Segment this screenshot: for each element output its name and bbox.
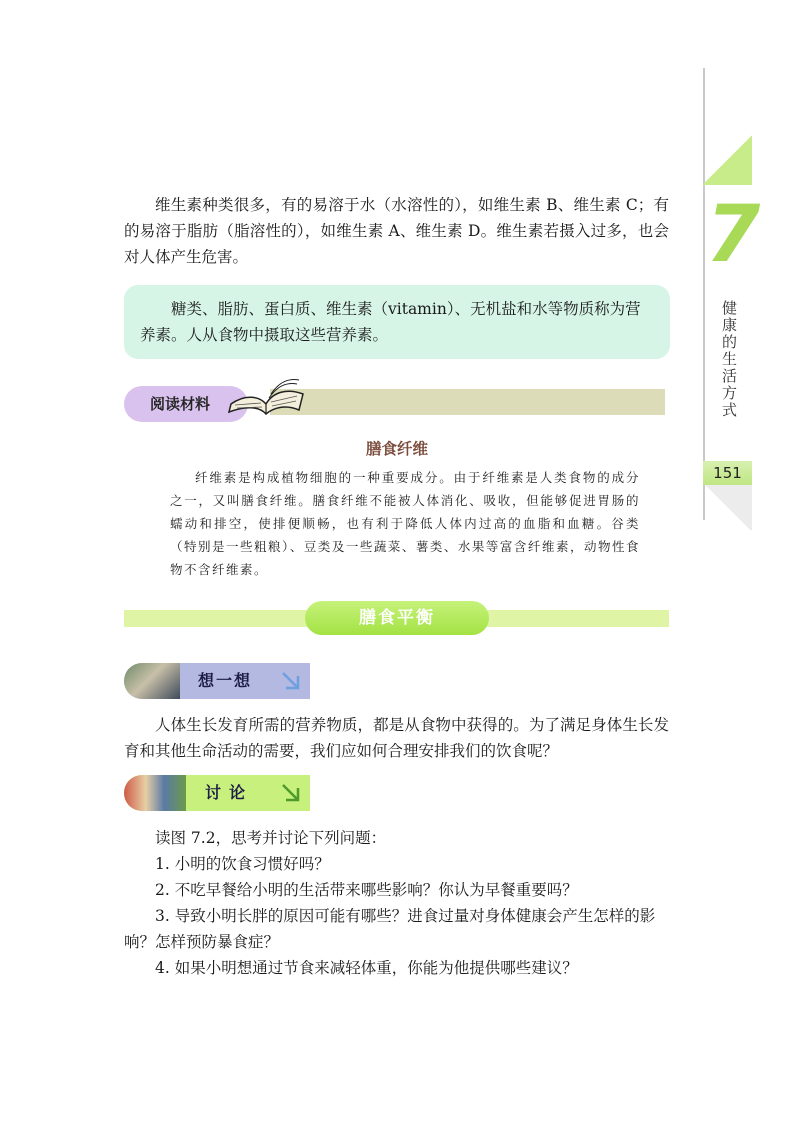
think-label: 想一想: [197, 671, 252, 690]
side-tab-corner-decoration: [703, 135, 752, 185]
side-tab-bottom-decoration: [703, 485, 752, 530]
think-paragraph: 人体生长发育所需的营养物质，都是从食物中获得的。为了满足身体生长发育和其他生命活动的需要，我们应如何合理安排我们的饮食呢？: [124, 716, 669, 760]
arrow-down-right-icon: [280, 670, 302, 692]
chapter-title: 健康的生活方式: [720, 300, 738, 419]
discuss-label: 讨论: [204, 783, 253, 802]
open-book-icon: [225, 374, 307, 416]
reading-title: 膳食纤维: [365, 440, 428, 458]
think-photo: [124, 663, 180, 699]
discussion-questions: [124, 825, 669, 981]
reading-banner-bar: [270, 389, 665, 415]
discussion-question: 4. 如果小明想通过节食来减轻体重，你能为他提供哪些建议？: [155, 959, 578, 977]
intro-paragraph: 维生素种类很多，有的易溶于水（水溶性的），如维生素 B、维生素 C；有的易溶于脂肪（脂溶性的），如维生素 A、维生素 D。维生素若摄入过多，也会对人体产生危害。: [124, 196, 669, 266]
page-number: 151: [703, 461, 752, 485]
arrow-down-right-icon: [280, 782, 302, 804]
reading-material-label: 阅读材料: [149, 395, 210, 413]
discussion-question: 1. 小明的饮食习惯好吗？: [155, 855, 330, 873]
chapter-number: 7: [706, 190, 761, 280]
think-paragraph-block: [124, 712, 669, 764]
reading-body-block: [170, 466, 640, 581]
intro-paragraph-block: [124, 192, 669, 270]
discussion-question: 2. 不吃早餐给小明的生活带来哪些影响？你认为早餐重要吗？: [155, 881, 578, 899]
discussion-question: 3. 导致小明长胖的原因可能有哪些？进食过量对身体健康会产生怎样的影响？怎样预防暴食症？: [124, 907, 656, 951]
reading-body: 纤维素是构成植物细胞的一种重要成分。由于纤维素是人类食物的成分之一，又叫膳食纤维。膳食纤维不能被人体消化、吸收，但能够促进胃肠的蠕动和排空，使排便顺畅，也有利于降低人体内过高的血脂和血糖。谷类（特别是一些粗粮）、豆类及一些蔬菜、薯类、水果等富含纤维素，动物性食物不含纤维素。: [170, 470, 640, 577]
section-heading: 膳食平衡: [359, 608, 435, 628]
discuss-photo: [124, 775, 186, 811]
discussion-intro: 读图 7.2，思考并讨论下列问题：: [155, 829, 387, 847]
key-concept-text: 糖类、脂肪、蛋白质、维生素（vitamin）、无机盐和水等物质称为营养素。人从食物中摄取这些营养素。: [140, 300, 641, 344]
key-concept-text-block: [140, 296, 655, 348]
